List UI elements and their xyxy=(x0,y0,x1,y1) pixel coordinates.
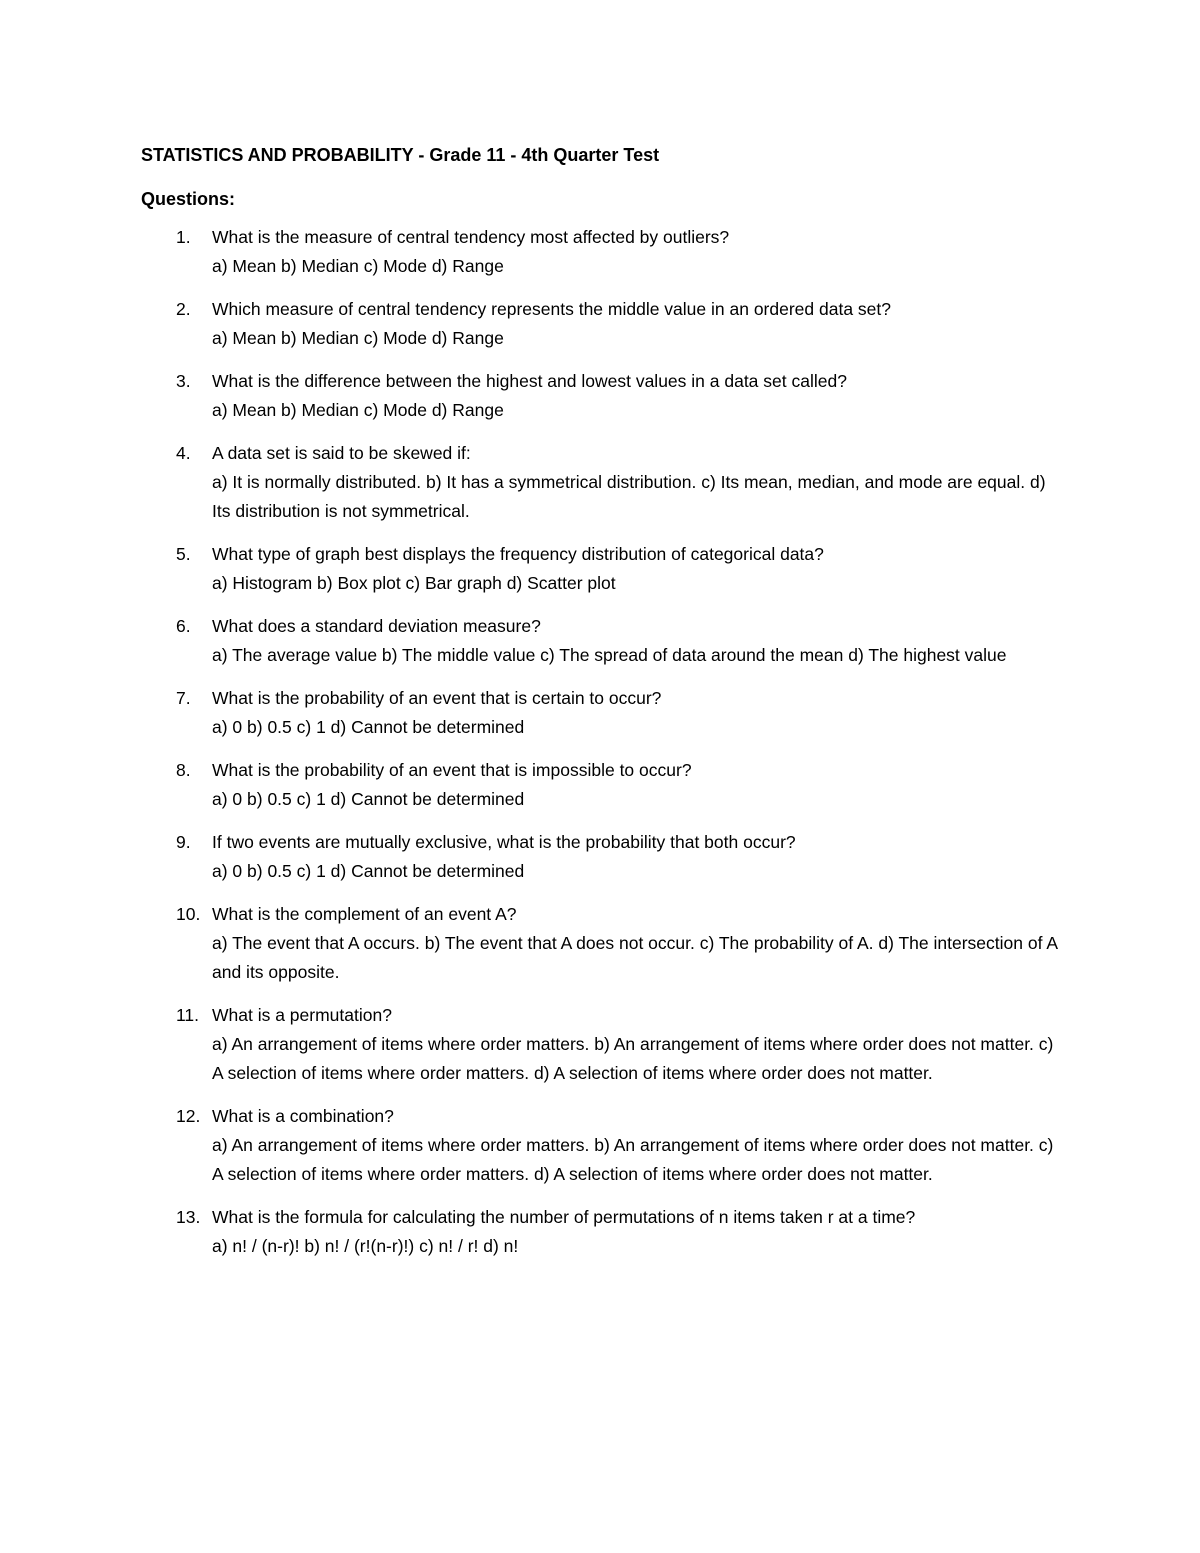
question-text: What is the measure of central tendency most affected by outliers? xyxy=(212,227,730,247)
question-options: a) It is normally distributed. b) It has a symmetrical distribution. c) Its mean, median, and mode are equal. d) Its distribution is not symmetrical. xyxy=(212,472,1046,521)
question-number: 13. xyxy=(176,1207,201,1227)
question-item xyxy=(141,1203,1061,1261)
question-text: What is the probability of an event that is certain to occur? xyxy=(212,688,662,708)
question-number: 9. xyxy=(176,832,191,852)
question-item xyxy=(141,223,1061,281)
question-item xyxy=(141,367,1061,425)
question-options: a) 0 b) 0.5 c) 1 d) Cannot be determined xyxy=(212,789,525,809)
question-options: a) An arrangement of items where order matters. b) An arrangement of items where order does not matter. c) A selection of items where order matters. d) A selection of items where order does not matter. xyxy=(212,1135,1054,1184)
question-options: a) The average value b) The middle value c) The spread of data around the mean d) The highest value xyxy=(212,645,1007,665)
question-number: 2. xyxy=(176,299,191,319)
question-number: 12. xyxy=(176,1106,201,1126)
question-text: What is a permutation? xyxy=(212,1005,392,1025)
question-text: What is the probability of an event that is impossible to occur? xyxy=(212,760,692,780)
question-options: a) n! / (n-r)! b) n! / (r!(n-r)!) c) n! / r! d) n! xyxy=(212,1236,519,1256)
document-content xyxy=(141,142,1061,1275)
question-number: 3. xyxy=(176,371,191,391)
question-text: If two events are mutually exclusive, what is the probability that both occur? xyxy=(212,832,796,852)
question-item xyxy=(141,295,1061,353)
question-text: What is a combination? xyxy=(212,1106,394,1126)
question-item xyxy=(141,1001,1061,1088)
question-text: Which measure of central tendency represents the middle value in an ordered data set? xyxy=(212,299,891,319)
question-number: 1. xyxy=(176,227,191,247)
question-options: a) Mean b) Median c) Mode d) Range xyxy=(212,400,504,420)
question-number: 7. xyxy=(176,688,191,708)
question-item xyxy=(141,756,1061,814)
question-options: a) 0 b) 0.5 c) 1 d) Cannot be determined xyxy=(212,861,525,881)
question-item xyxy=(141,439,1061,526)
question-number: 8. xyxy=(176,760,191,780)
question-item xyxy=(141,612,1061,670)
question-number: 6. xyxy=(176,616,191,636)
document-title: STATISTICS AND PROBABILITY - Grade 11 - 4th Quarter Test xyxy=(141,145,660,165)
question-text: What is the complement of an event A? xyxy=(212,904,517,924)
questions-heading: Questions: xyxy=(141,189,236,209)
question-options: a) Mean b) Median c) Mode d) Range xyxy=(212,328,504,348)
question-text: What is the formula for calculating the number of permutations of n items taken r at a time? xyxy=(212,1207,916,1227)
question-number: 4. xyxy=(176,443,191,463)
question-list xyxy=(141,223,1061,1261)
question-options: a) 0 b) 0.5 c) 1 d) Cannot be determined xyxy=(212,717,525,737)
question-number: 10. xyxy=(176,904,201,924)
question-text: A data set is said to be skewed if: xyxy=(212,443,471,463)
question-text: What is the difference between the highest and lowest values in a data set called? xyxy=(212,371,847,391)
question-number: 5. xyxy=(176,544,191,564)
question-item xyxy=(141,900,1061,987)
question-options: a) An arrangement of items where order matters. b) An arrangement of items where order does not matter. c) A selection of items where order matters. d) A selection of items where order does not matter. xyxy=(212,1034,1054,1083)
question-number: 11. xyxy=(176,1005,200,1025)
question-item xyxy=(141,1102,1061,1189)
question-item xyxy=(141,828,1061,886)
question-options: a) Histogram b) Box plot c) Bar graph d) Scatter plot xyxy=(212,573,616,593)
question-item xyxy=(141,684,1061,742)
question-options: a) Mean b) Median c) Mode d) Range xyxy=(212,256,504,276)
question-text: What does a standard deviation measure? xyxy=(212,616,541,636)
question-item xyxy=(141,540,1061,598)
question-options: a) The event that A occurs. b) The event that A does not occur. c) The probability of A. d) The intersection of A and its opposite. xyxy=(212,933,1058,982)
question-text: What type of graph best displays the frequency distribution of categorical data? xyxy=(212,544,824,564)
